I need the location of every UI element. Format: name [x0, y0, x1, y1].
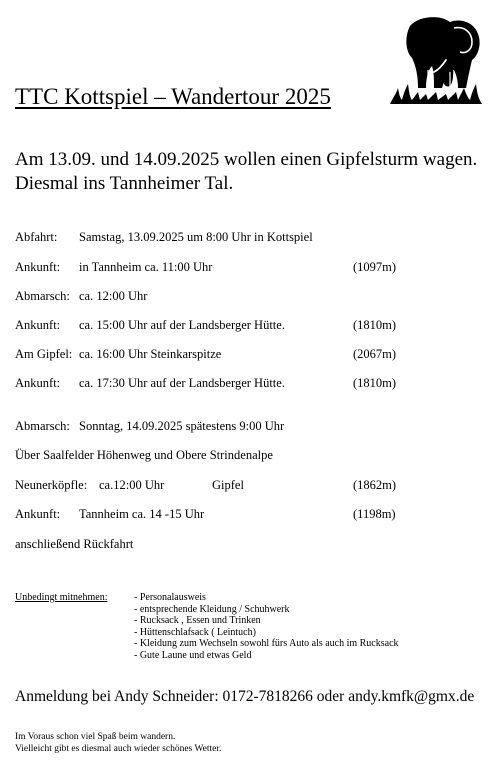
packing-item: - Kleidung zum Wechseln sowohl fürs Auto als auch im Rucksack: [134, 638, 399, 650]
schedule-label: Abmarsch:: [15, 419, 70, 433]
schedule-text: ca. 15:00 Uhr auf der Landsberger Hütte.: [79, 318, 285, 332]
packing-item: - Gute Laune und etwas Geld: [134, 649, 252, 661]
schedule-altitude: (2067m): [353, 347, 397, 361]
schedule-label: Ankunft:: [15, 260, 61, 274]
packing-item: - Personalausweis: [134, 592, 206, 603]
footer-line: Im Voraus schon viel Spaß beim wandern.: [15, 732, 176, 742]
packing-item: - Hüttenschlafsack ( Leintuch): [134, 626, 256, 638]
intro-text: [15, 148, 477, 196]
intro-line: Am 13.09. und 14.09.2025 wollen einen Gipfelsturm wagen.: [15, 149, 478, 170]
schedule-altitude: (1097m): [353, 260, 397, 274]
schedule-label: Am Gipfel:: [15, 347, 73, 361]
schedule-altitude: (1862m): [353, 478, 397, 492]
schedule-text: ca.12:00 Uhr: [99, 478, 165, 492]
schedule-label: Abfahrt:: [15, 230, 58, 244]
footer-note: [15, 731, 221, 755]
elephant-logo-icon: [388, 8, 484, 108]
schedule-extra: Gipfel: [212, 478, 244, 492]
packing-list: [134, 592, 399, 662]
schedule-altitude: (1198m): [353, 507, 396, 521]
schedule-altitude: (1810m): [353, 318, 397, 332]
packing-heading: Unbedingt mitnehmen:: [15, 592, 108, 603]
schedule-text: Samstag, 13.09.2025 um 8:00 Uhr in Kottspiel: [79, 230, 313, 244]
packing-item: - Rucksack , Essen und Trinken: [134, 615, 261, 627]
schedule-text: Sonntag, 14.09.2025 spätestens 9:00 Uhr: [79, 419, 285, 433]
schedule-label: Ankunft:: [15, 507, 61, 521]
return-note: anschließend Rückfahrt: [15, 537, 134, 551]
footer-line: Vielleicht gibt es diesmal auch wieder schönes Wetter.: [15, 744, 222, 754]
schedule-text: Tannheim ca. 14 -15 Uhr: [79, 507, 205, 521]
schedule-text: ca. 16:00 Uhr Steinkarspitze: [79, 347, 222, 361]
route-description: Über Saalfelder Höhenweg und Obere Strindenalpe: [15, 448, 273, 462]
intro-line: Diesmal ins Tannheimer Tal.: [15, 173, 234, 194]
page-title: TTC Kottspiel – Wandertour 2025: [15, 84, 331, 109]
schedule-label: Neunerköpfle:: [15, 478, 88, 492]
schedule-text: ca. 17:30 Uhr auf der Landsberger Hütte.: [79, 376, 285, 390]
schedule-altitude: (1810m): [353, 376, 397, 390]
schedule-text: in Tannheim ca. 11:00 Uhr: [79, 260, 213, 274]
schedule-label: Ankunft:: [15, 376, 61, 390]
packing-item: - entsprechende Kleidung / Schuhwerk: [134, 603, 290, 615]
schedule-label: Abmarsch:: [15, 289, 70, 303]
registration-line: Anmeldung bei Andy Schneider: 0172-7818266 oder andy.kmfk@gmx.de: [15, 688, 475, 705]
schedule-label: Ankunft:: [15, 318, 61, 332]
schedule-text: ca. 12:00 Uhr: [79, 289, 148, 303]
